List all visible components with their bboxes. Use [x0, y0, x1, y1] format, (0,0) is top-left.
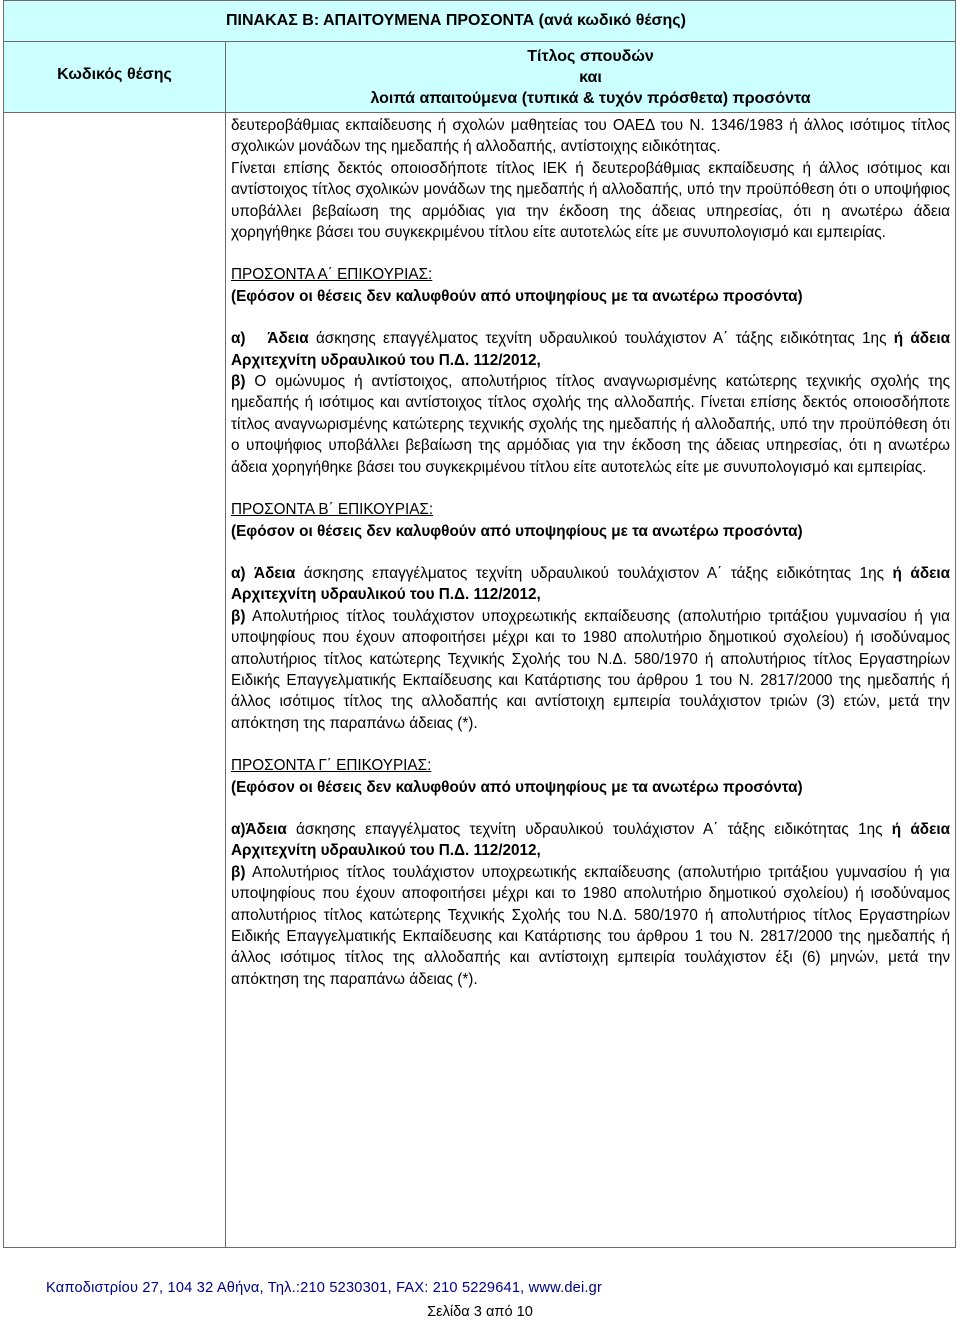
section-a-item-a-bold: ή άδεια Αρχιτεχνίτη υδραυλικού του Π.Δ. 112/2012, [231, 330, 950, 369]
section-a-heading: ΠΡΟΣΟΝΤΑ Α΄ ΕΠΙΚΟΥΡΙΑΣ: [231, 266, 433, 284]
intro-paragraph-2: Γίνεται επίσης δεκτός οποιοσδήποτε τίτλος ΙΕΚ ή δευτεροβάθμιας εκπαίδευσης ή άλλος ισότιμος και αντίστοιχος τίτλος σχολικών μονάδων της ημεδαπής ή αλλοδαπής, υπό την προϋπόθεση ότι ο υποψήφιος υποβάλλει βεβαίωση της αρμόδιας για την έκδοση της άδειας υπηρεσίας, ότι η ανωτέρω άδεια χορηγήθηκε βάσει του συγκεκριμένου τίτλου είτε αυτοτελώς είτε με συνυπολογισμό και εμπειρίας. [231, 159, 950, 242]
section-c-item-a-label: α)Άδεια [231, 820, 287, 838]
page-footer [46, 1280, 602, 1296]
section-a-condition: (Εφόσον οι θέσεις δεν καλυφθούν από υποψηφίους με τα ανωτέρω προσόντα) [231, 287, 803, 305]
section-b-condition: (Εφόσον οι θέσεις δεν καλυφθούν από υποψηφίους με τα ανωτέρω προσόντα) [231, 522, 803, 540]
section-c-condition: (Εφόσον οι θέσεις δεν καλυφθούν από υποψηφίους με τα ανωτέρω προσόντα) [231, 778, 803, 796]
col-code-header: Κωδικός θέσης [57, 66, 172, 83]
section-c-item-a [231, 819, 950, 862]
section-c-heading: ΠΡΟΣΟΝΤΑ Γ΄ ΕΠΙΚΟΥΡΙΑΣ: [231, 757, 432, 775]
col-title-header [226, 46, 955, 109]
section-b-item-a-word: Άδεια [254, 564, 296, 582]
section-b-item-a-label: α) [231, 564, 246, 582]
section-a-item-a-label: α) [231, 330, 246, 348]
table-title-row [4, 1, 955, 42]
table-title: ΠΙΝΑΚΑΣ Β: ΑΠΑΙΤΟΥΜΕΝΑ ΠΡΟΣΟΝΤΑ (ανά κωδικό θέσης) [226, 12, 686, 29]
section-a-item-a-word: Άδεια [267, 330, 309, 348]
section-c-item-b-label: β) [231, 863, 246, 881]
section-b-item-a [231, 563, 950, 606]
section-c-item-b [231, 862, 950, 990]
page-number: Σελίδα 3 από 10 [427, 1304, 533, 1320]
section-a-item-a [231, 328, 950, 371]
section-a-item-b-label: β) [231, 373, 246, 391]
section-c-item-a-text: άσκησης επαγγέλματος τεχνίτη υδραυλικού τουλάχιστον Α΄ τάξης ειδικότητας 1ης [286, 820, 892, 838]
column-divider [225, 42, 226, 1248]
section-a-item-b-text: Ο ομώνυμος ή αντίστοιχος, απολυτήριος τίτλος αναγνωρισμένης κατώτερης τεχνικής σχολής της ημεδαπής ή ισότιμος και αντίστοιχος τίτλος σχολής της αλλοδαπής. Γίνεται επίσης δεκτός οποιοσδήποτε τίτλος αναγνωρισμένης κατώτερης τεχνικής σχολής της ημεδαπής ή αλλοδαπής, υπό την προϋπόθεση ότι ο υποψήφιος υποβάλλει βεβαίωση της αρμόδιας για την έκδοση της άδειας υπηρεσίας, ότι η ανωτέρω άδεια χορηγήθηκε βάσει του συγκεκριμένου τίτλου είτε αυτοτελώς είτε με συνυπολογισμό και εμπειρίας. [231, 373, 950, 476]
table-header-row [4, 42, 955, 113]
section-b-item-b [231, 606, 950, 734]
section-b-item-a-text: άσκησης επαγγέλματος τεχνίτη υδραυλικού τουλάχιστον Α΄ τάξης ειδικότητας 1ης [295, 564, 893, 582]
section-b-item-b-text: Απολυτήριος τίτλος τουλάχιστον υποχρεωτικής εκπαίδευσης (απολυτήριο τριτάξιου γυμνασίου ή για υποψηφίους που έχουν αποφοιτήσει μέχρι και το 1980 απολυτήριο δημοτικού σχολείου) ή ισοδύναμος απολυτήριος τίτλος κατώτερης Τεχνικής Σχολής του Ν.Δ. 580/1970 ή απολυτήριος τίτλος Εργαστηρίων Ειδικής Επαγγελματικής Εκπαίδευσης και Κατάρτισης του άρθρου 1 του Ν. 2817/2000 της ημεδαπής ή άλλος ισότιμος τίτλος της αλλοδαπής και αντίστοιχη εμπειρία τουλάχιστον τριών (3) ετών, μετά την απόκτηση της παραπάνω άδειας (*). [231, 607, 950, 732]
section-a-item-b [231, 371, 950, 478]
col-title-header-line2: και [579, 69, 602, 86]
col-title-header-line1: Τίτλος σπουδών [527, 48, 654, 65]
intro-paragraph-1: δευτεροβάθμιας εκπαίδευσης ή σχολών μαθητείας του ΟΑΕΔ του Ν. 1346/1983 ή άλλος ισότιμος τίτλος σχολικών μονάδων της ημεδαπής ή αλλοδαπής, αντίστοιχης ειδικότητας. [231, 117, 950, 156]
footer-address: Καποδιστρίου 27, 104 32 Αθήνα, Τηλ.:210 5230301, FAX: 210 5229641, www.dei.gr [46, 1280, 603, 1296]
section-c-item-b-text: Απολυτήριος τίτλος τουλάχιστον υποχρεωτικής εκπαίδευσης (απολυτήριο τριτάξιου γυμνασίου ή για υποψηφίους που έχουν αποφοιτήσει μέχρι και το 1980 απολυτήριο δημοτικού σχολείου) ή ισοδύναμος απολυτήριος τίτλος κατώτερης Τεχνικής Σχολής του Ν.Δ. 580/1970 ή απολυτήριος τίτλος Εργαστηρίων Ειδικής Επαγγελματικής Εκπαίδευσης και Κατάρτισης του άρθρου 1 του Ν. 2817/2000 της ημεδαπής ή άλλος ισότιμος τίτλος της αλλοδαπής και αντίστοιχη εμπειρία τουλάχιστον έξι (6) μηνών, μετά την απόκτηση της παραπάνω άδειας (*). [231, 863, 950, 988]
section-b-heading: ΠΡΟΣΟΝΤΑ Β΄ ΕΠΙΚΟΥΡΙΑΣ: [231, 501, 434, 519]
section-c-item-a-bold: ή άδεια Αρχιτεχνίτη υδραυλικού του Π.Δ. 112/2012, [231, 820, 950, 860]
section-b-item-a-bold: ή άδεια Αρχιτεχνίτη υδραυλικού του Π.Δ. 112/2012, [231, 564, 951, 604]
section-b-item-b-label: β) [231, 607, 246, 625]
requirements-content [231, 115, 950, 990]
section-a-item-a-text: άσκησης επαγγέλματος τεχνίτη υδραυλικού τουλάχιστον Α΄ τάξης ειδικότητας 1ης [308, 330, 894, 348]
col-title-header-line3: λοιπά απαιτούμενα (τυπικά & τυχόν πρόσθετα) προσόντα [370, 90, 811, 107]
